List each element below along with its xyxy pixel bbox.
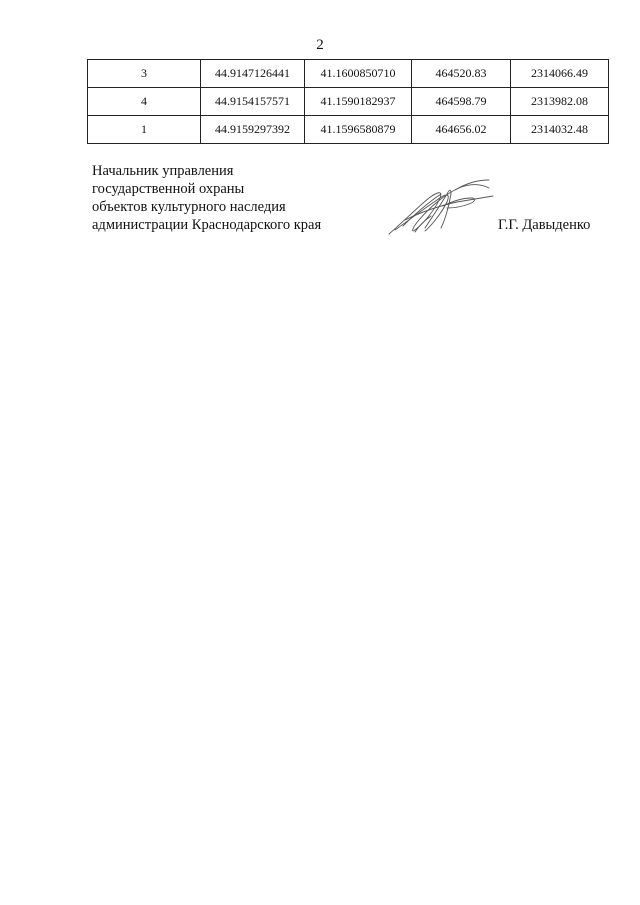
coordinate-y-cell: 2313982.08 [511,88,609,116]
coordinate-x-cell: 464656.02 [412,116,511,144]
position-line: объектов культурного наследия [92,199,286,215]
position-line: администрации Краснодарского края [92,217,322,233]
point-number-cell: 3 [88,60,201,88]
coordinate-y-cell: 2314066.49 [511,60,609,88]
latitude-cell: 44.9154157571 [201,88,305,116]
table-row [88,116,609,144]
page-number: 2 [316,37,324,53]
latitude-cell: 44.9159297392 [201,116,305,144]
point-number-cell: 1 [88,116,201,144]
coordinate-x-cell: 464520.83 [412,60,511,88]
position-line: Начальник управления [92,163,234,179]
handwritten-signature [385,176,495,240]
longitude-cell: 41.1600850710 [305,60,412,88]
table-row [88,60,609,88]
signatory-position [92,162,321,234]
coordinate-y-cell: 2314032.48 [511,116,609,144]
table-row [88,88,609,116]
signer-name: Г.Г. Давыденко [498,217,591,233]
point-number-cell: 4 [88,88,201,116]
coordinate-x-cell: 464598.79 [412,88,511,116]
position-line: государственной охраны [92,181,245,197]
latitude-cell: 44.9147126441 [201,60,305,88]
coordinates-table [87,59,609,144]
longitude-cell: 41.1596580879 [305,116,412,144]
longitude-cell: 41.1590182937 [305,88,412,116]
